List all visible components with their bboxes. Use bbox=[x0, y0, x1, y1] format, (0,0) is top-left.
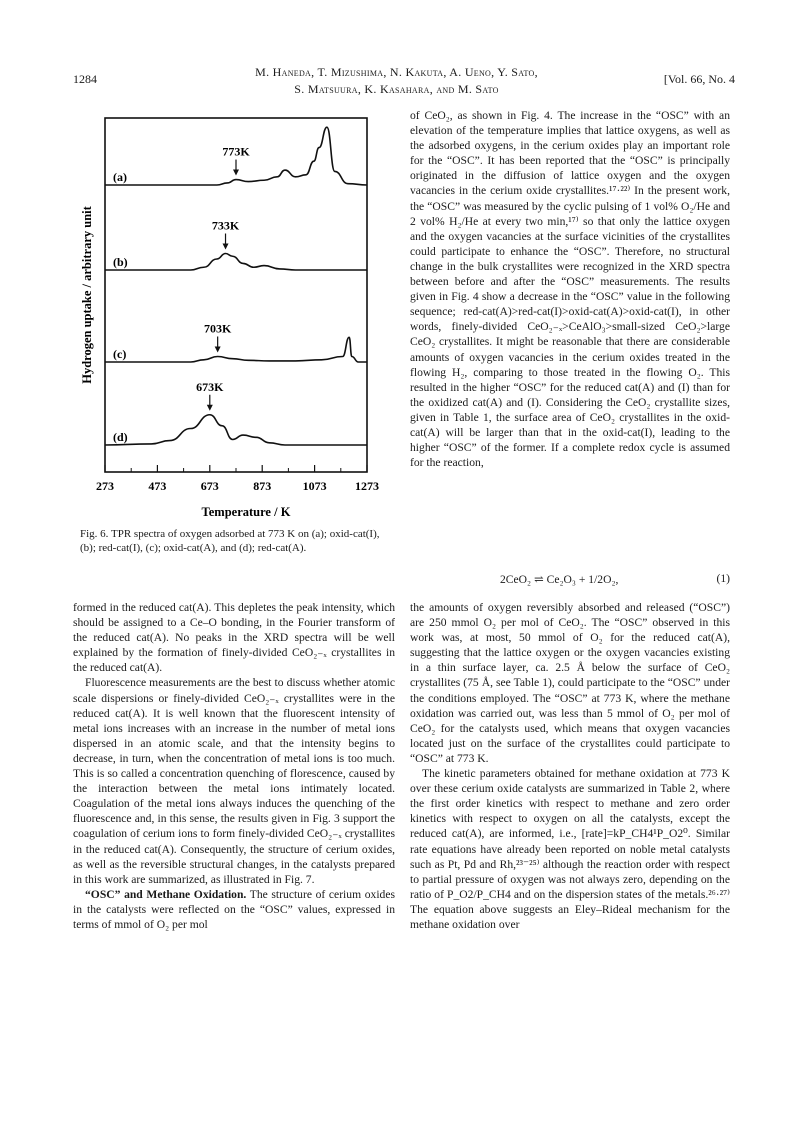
paragraph-osc-discussion: of CeO₂, as shown in Fig. 4. The increase in the “OSC” with an elevation of the temperature implies that lattice oxygens, as well as the adsorbed oxygens, in the cerium oxides play an important role for the “OSC”. It has been reported that the “OSC” is principally originated in the diffusion of lattice oxygen and the oxygen vacancies in the cerium oxide crystallites.¹⁷·²²⁾ In the present work, the “OSC” was measured by the cyclic pulsing of 1 vol% O₂/He and 2 vol% H₂/He at every two min,¹⁷⁾ so that only the lattice oxygen and the oxygen vacancies at the surface vicinities of the crystallites could participate to enhance the “OSC”. Therefore, no structural change in the bulk crystallites were recognized in the XRD spectra between before and after the “OSC” measurements. The results given in Fig. 4 show a decrease in the “OSC” value in the following sequence; red-cat(A)>red-cat(I)>oxid-cat(A)>oxid-cat(I), in other words, finely-divided CeO₂₋ₓ>CeAlO₃>small-sized CeO₂>large CeO₂ crystallites. It might be reasonable that there are considerable amounts of oxygen vacancies in the cerium oxides treated in the flowing H₂, comparing to those treated in the flowing O₂. This resulted in the higher “OSC” for the reduced cat(A) and (I) than for the oxidized cat(A) and (I). Considering the CeO₂ crystallite sizes, given in Table 1, the surface area of CeO₂ crystallites in the oxid-cat(A) will be larger than that in the oxid-cat(I), leading to the higher “OSC” of the former. If a complete redox cycle is assumed for the reaction, bbox=[410, 109, 730, 470]
tpr-figure bbox=[75, 110, 385, 520]
equation-number: (1) bbox=[716, 572, 730, 585]
peak-annotation-2: 733K bbox=[211, 218, 240, 233]
x-tick-label: 873 bbox=[253, 479, 272, 493]
y-axis-label: Hydrogen uptake / arbitrary unit bbox=[80, 206, 94, 384]
paragraph-fluorescence: Fluorescence measurements are the best to discuss whether atomic scale dispersions or finely-divided CeO₂₋ₓ crystallites were in the reduced cat(A). It is well known that the fluorescent intensity of metal ions increases with an increase in the number of metal ions dispersed in an atomic scale, and that the intensity begins to decrease, in turn, when the concentration of metal ions is too much. This is so called a concentration quenching of florescence, caused by the interaction between the metal ions intimately located. Coagulation of the metal ions always induces the quenching of the fluorescence and, in this sense, the results given in Fig. 3 support the coagulation of cerium ions to form finely-divided CeO₂₋ₓ crystallites in the reduced cat(A). Consequently, the structure of cerium oxides, as well as the reversible structural changes, in the catalysts prepared in this work are summarized, as illustrated in Fig. 7. bbox=[73, 676, 395, 886]
series-label-4: (d) bbox=[113, 430, 128, 444]
section-heading: “OSC” and Methane Oxidation. bbox=[85, 887, 247, 901]
x-tick-label: 1073 bbox=[302, 479, 327, 493]
figure-caption-label: Fig. 6. bbox=[80, 528, 109, 540]
figure-caption bbox=[80, 527, 390, 555]
x-tick-label: 1273 bbox=[355, 479, 379, 493]
authors-line-1: M. Haneda, T. Mizushima, N. Kakuta, A. Ueno, Y. Sato, bbox=[255, 65, 538, 79]
paragraph-osc-methane bbox=[73, 887, 395, 932]
paragraph-osc-methane-text: The structure of cerium oxides in the catalysts were reflected on the “OSC” values, expressed in terms of mmol of O₂ per mol bbox=[73, 887, 395, 931]
paragraph-redox: the amounts of oxygen reversibly absorbed and released (“OSC”) are 250 mmol O₂ per mol of CeO₂. The “OSC” observed in this work was, at most, 50 mmol of O₂ for the reduced cat(A), suggesting that the lattice oxygen or the oxygen vacancies existing in a thin surface layer, ca. 2.5 Å below the surface of CeO₂ crystallites (75 Å, see Table 1), could participate to the “OSC” under the conditions employed. The “OSC” at 773 K, where the methane oxidation was carried out, was less than 5 mmol of O₂ per mol of CeO₂ for the catalysts used, which means that oxygen vacancies located just on the surface of the crystallites could participate to “OSC” at 773 K. bbox=[410, 601, 730, 765]
peak-arrowhead-2 bbox=[223, 244, 229, 250]
peak-annotation-4: 673K bbox=[196, 379, 224, 394]
peak-arrowhead-1 bbox=[233, 170, 239, 176]
x-axis-label: Temperature / K bbox=[201, 505, 291, 519]
x-tick-label: 273 bbox=[96, 479, 114, 493]
peak-annotation-1: 773K bbox=[222, 144, 250, 159]
x-tick-label: 673 bbox=[200, 479, 219, 493]
series-label-1: (a) bbox=[113, 170, 127, 184]
peak-annotation-3: 703K bbox=[203, 321, 232, 336]
right-column-top bbox=[410, 108, 730, 470]
page-number: 1284 bbox=[73, 72, 97, 86]
right-column-bottom bbox=[410, 600, 730, 932]
paragraph-xrd: formed in the reduced cat(A). This depletes the peak intensity, which should be assigned to a Ce–O bonding, in the Fourier transform of the reduced cat(A). No peaks in the XRD spectra will be well explained by the formation of finely-divided CeO₂₋ₓ crystallites in the reduced cat(A). bbox=[73, 601, 395, 675]
x-tick-label: 473 bbox=[148, 479, 167, 493]
series-line-2 bbox=[105, 254, 367, 271]
series-line-3 bbox=[105, 337, 367, 362]
equation-text: 2CeO₂ ⇌ Ce₂O₃ + 1/2O₂, bbox=[500, 573, 619, 586]
series-label-3: (c) bbox=[113, 347, 127, 361]
peak-arrowhead-4 bbox=[207, 405, 213, 411]
peak-arrowhead-3 bbox=[215, 347, 221, 353]
series-label-2: (b) bbox=[113, 255, 128, 269]
left-column-bottom bbox=[73, 600, 395, 932]
volume-issue: [Vol. 66, No. 4 bbox=[663, 72, 735, 86]
authors-line-2: S. Matsuura, K. Kasahara, and M. Sato bbox=[294, 82, 499, 96]
series-line-4 bbox=[105, 415, 367, 445]
paragraph-kinetics: The kinetic parameters obtained for methane oxidation at 773 K over these cerium oxide catalysts are summarized in Table 2, where the first order kinetics with respect to methane and zero order kinetics with respect to oxygen on all the catalysts, except the reduced cat(A), are informed, i.e., [rate]=kP_CH4¹P_O2⁰. Similar rate equations have already been reported on noble metal catalysts such as Pt, Pd and Rh,²³⁻²⁵⁾ although the reaction order with respect to partial pressure of oxygen was not always zero, depending on the ratio of P_O2/P_CH4 and on the dispersion states of the metals.²⁶·²⁷⁾ The equation above suggests an Eley–Rideal mechanism for the methane oxidation over bbox=[410, 767, 730, 931]
figure-caption-text: TPR spectra of oxygen adsorbed at 773 K on (a); oxid-cat(I), (b); red-cat(I), (c); oxid-cat(A), and (d); red-cat(A). bbox=[80, 528, 380, 555]
